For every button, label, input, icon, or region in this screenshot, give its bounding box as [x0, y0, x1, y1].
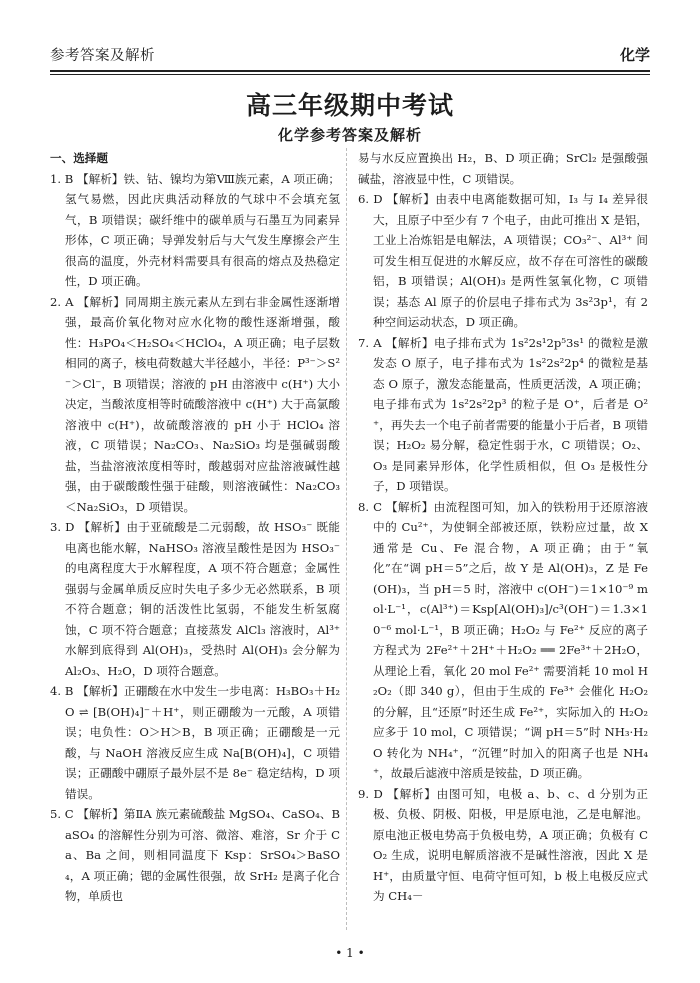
answer-item-5-continued: 易与水反应置换出 H₂，B、D 项正确；SrCl₂ 是强酸强碱盐，溶液显中性，C 项错误。	[358, 151, 648, 186]
header-rule-thick	[50, 70, 650, 72]
answer-item-8: 8. C 【解析】由流程图可知，加入的铁粉用于还原溶液中的 Cu²⁺，为使铜全部被还原，铁粉应过量，故 X 通常是 Cu、Fe 混合物，A 项正确；由于“氧化”在“调 pH＝5”之后，故 Y 是 Al(OH)₃，Z 是 Fe(OH)₃，当 pH＝5 时，溶液中 c(OH⁻)＝1×10⁻⁹ mol·L⁻¹，c(Al³⁺)＝Ksp[Al(OH)₃]/c³(OH⁻)＝1.3×10⁻⁶ mol·L⁻¹，B 项正确；H₂O₂ 与 Fe²⁺ 反应的离子方程式为 2Fe²⁺＋2H⁺＋H₂O₂ ══ 2Fe³⁺＋2H₂O，从理论上看，氧化 20 mol Fe²⁺ 需要消耗 10 mol H₂O₂（即 340 g），但由于生成的 Fe³⁺ 会催化 H₂O₂ 的分解，且“还原”时还生成 Fe²⁺，实际加入的 H₂O₂ 应多于 10 mol，C 项错误；“调 pH＝5”时 NH₃·H₂O 转化为 NH₄⁺，“沉锂”时加入的阳离子也是 NH₄⁺，故最后滤液中溶质是铵盐，D 项正确。	[358, 499, 648, 780]
page-header	[50, 44, 650, 68]
answer-item-2: 2. A 【解析】同周期主族元素从左到右非金属性逐渐增强，最高价氧化物对应水化物的酸性逐渐增强，酸性：H₃PO₄＜H₂SO₄＜HClO₄，A 项正确；电子层数相同的离子，核电荷数越大半径越小，半径：P³⁻＞S²⁻＞Cl⁻，B 项错误；溶液的 pH 由溶液中 c(H⁺) 大小决定，当酸浓度相等时硫酸溶液中 c(H⁺) 大于高氯酸溶液中 c(H⁺)，故硫酸溶液的 pH 小于 HClO₄ 溶液，C 项错误；Na₂CO₃、Na₂SiO₃ 均是强碱弱酸盐，当盐溶液浓度相等时，酸越弱对应盐溶液碱性越强，由于碳酸酸性强于硅酸，则溶液碱性：Na₂CO₃＜Na₂SiO₃，D 项错误。	[50, 294, 340, 514]
answer-item-9: 9. D 【解析】由图可知，电极 a、b、c、d 分别为正极、负极、阴极、阳极，甲是原电池，乙是电解池。原电池正极电势高于负极电势，A 项正确；负极有 CO₂ 生成，说明电解质溶液不是碱性溶液，因此 X 是 H⁺，由质量守恒、电荷守恒可知，b 极上电极反应式为 CH₄－	[358, 786, 648, 903]
document-subtitle: 化学参考答案及解析	[277, 126, 422, 144]
section-title: 一、选择题	[50, 151, 108, 165]
answer-item-1: 1. B 【解析】铁、钴、镍均为第Ⅷ族元素，A 项正确；氢气易燃，因此庆典活动释放的气球中不会填充氢气，B 项错误；碳纤维中的碳单质与石墨互为同素异形体，C 项正确；导弹发射后与大气发生摩擦会产生很高的温度，外壳材料需要具有很高的熔点及热稳定性，D 项正确。	[50, 171, 340, 288]
answer-item-3: 3. D 【解析】由于亚硫酸是二元弱酸，故 HSO₃⁻ 既能电离也能水解，NaHSO₃ 溶液呈酸性是因为 HSO₃⁻ 的电离程度大于水解程度，A 项不符合题意；金属性强弱与金属单质反应时失电子多少无必然联系，B 项不符合题意；铜的活泼性比氢弱，不能发生析氢腐蚀，C 项不符合题意；直接蒸发 AlCl₃ 溶液时，Al³⁺ 水解到底得到 Al(OH)₃，受热时 Al(OH)₃ 会分解为 Al₂O₃、H₂O，D 项符合题意。	[50, 520, 340, 678]
column-divider	[346, 148, 347, 930]
document-title: 高三年级期中考试	[245, 91, 454, 120]
answer-item-6: 6. D 【解析】由表中电离能数据可知，I₃ 与 I₄ 差异很大，且原子中至少有 7 个电子，由此可推出 X 是铝，工业上冶炼铝是电解法，A 项错误；CO₃²⁻、Al³⁺ 间可发生相互促进的水解反应，故不存在可溶性的碳酸铝，B 项错误；Al(OH)₃ 是两性氢氧化物，C 项错误；基态 Al 原子的价层电子排布式为 3s²3p¹，有 2 种空间运动状态，D 项正确。	[358, 192, 648, 329]
answer-item-4: 4. B 【解析】正硼酸在水中发生一步电离：H₃BO₃＋H₂O ⇌ [B(OH)₄]⁻＋H⁺，则正硼酸为一元酸，A 项错误；电负性：O＞H＞B，B 项正确；正硼酸是一元酸，与 NaOH 溶液反应生成 Na[B(OH)₄]，C 项错误；正硼酸中硼原子最外层不是 8e⁻ 稳定结构，D 项错误。	[50, 684, 340, 801]
left-column	[50, 148, 340, 907]
header-rule-thin	[50, 74, 650, 75]
page-number: • 1 •	[335, 946, 365, 960]
answer-item-7: 7. A 【解析】电子排布式为 1s²2s¹2p⁵3s¹ 的微粒是激发态 O 原子，电子排布式为 1s²2s²2p⁴ 的微粒是基态 O 原子，激发态能量高，性质更活泼，A 项正确；电子排布式为 1s²2s²2p³ 的粒子是 O⁺，后者是 O²⁺，再失去一个电子前者需要的能量小于后者，B 项错误；H₂O₂ 易分解，稳定性弱于水，C 项错误；O₂、O₃ 是同素异形体，化学性质相似，但 O₃ 是极性分子，D 项错误。	[358, 335, 648, 493]
header-left-label: 参考答案及解析	[50, 48, 155, 64]
right-column	[358, 148, 648, 907]
header-subject: 化学	[619, 46, 650, 64]
answer-item-5: 5. C 【解析】第ⅡA 族元素硫酸盐 MgSO₄、CaSO₄、BaSO₄ 的溶解性分别为可溶、微溶、难溶，Sr 介于 Ca、Ba 之间，则相同温度下 Ksp：SrSO₄＞BaSO₄，A 项正确；锶的金属性很强，故 SrH₂ 是离子化合物，单质也	[50, 807, 340, 903]
